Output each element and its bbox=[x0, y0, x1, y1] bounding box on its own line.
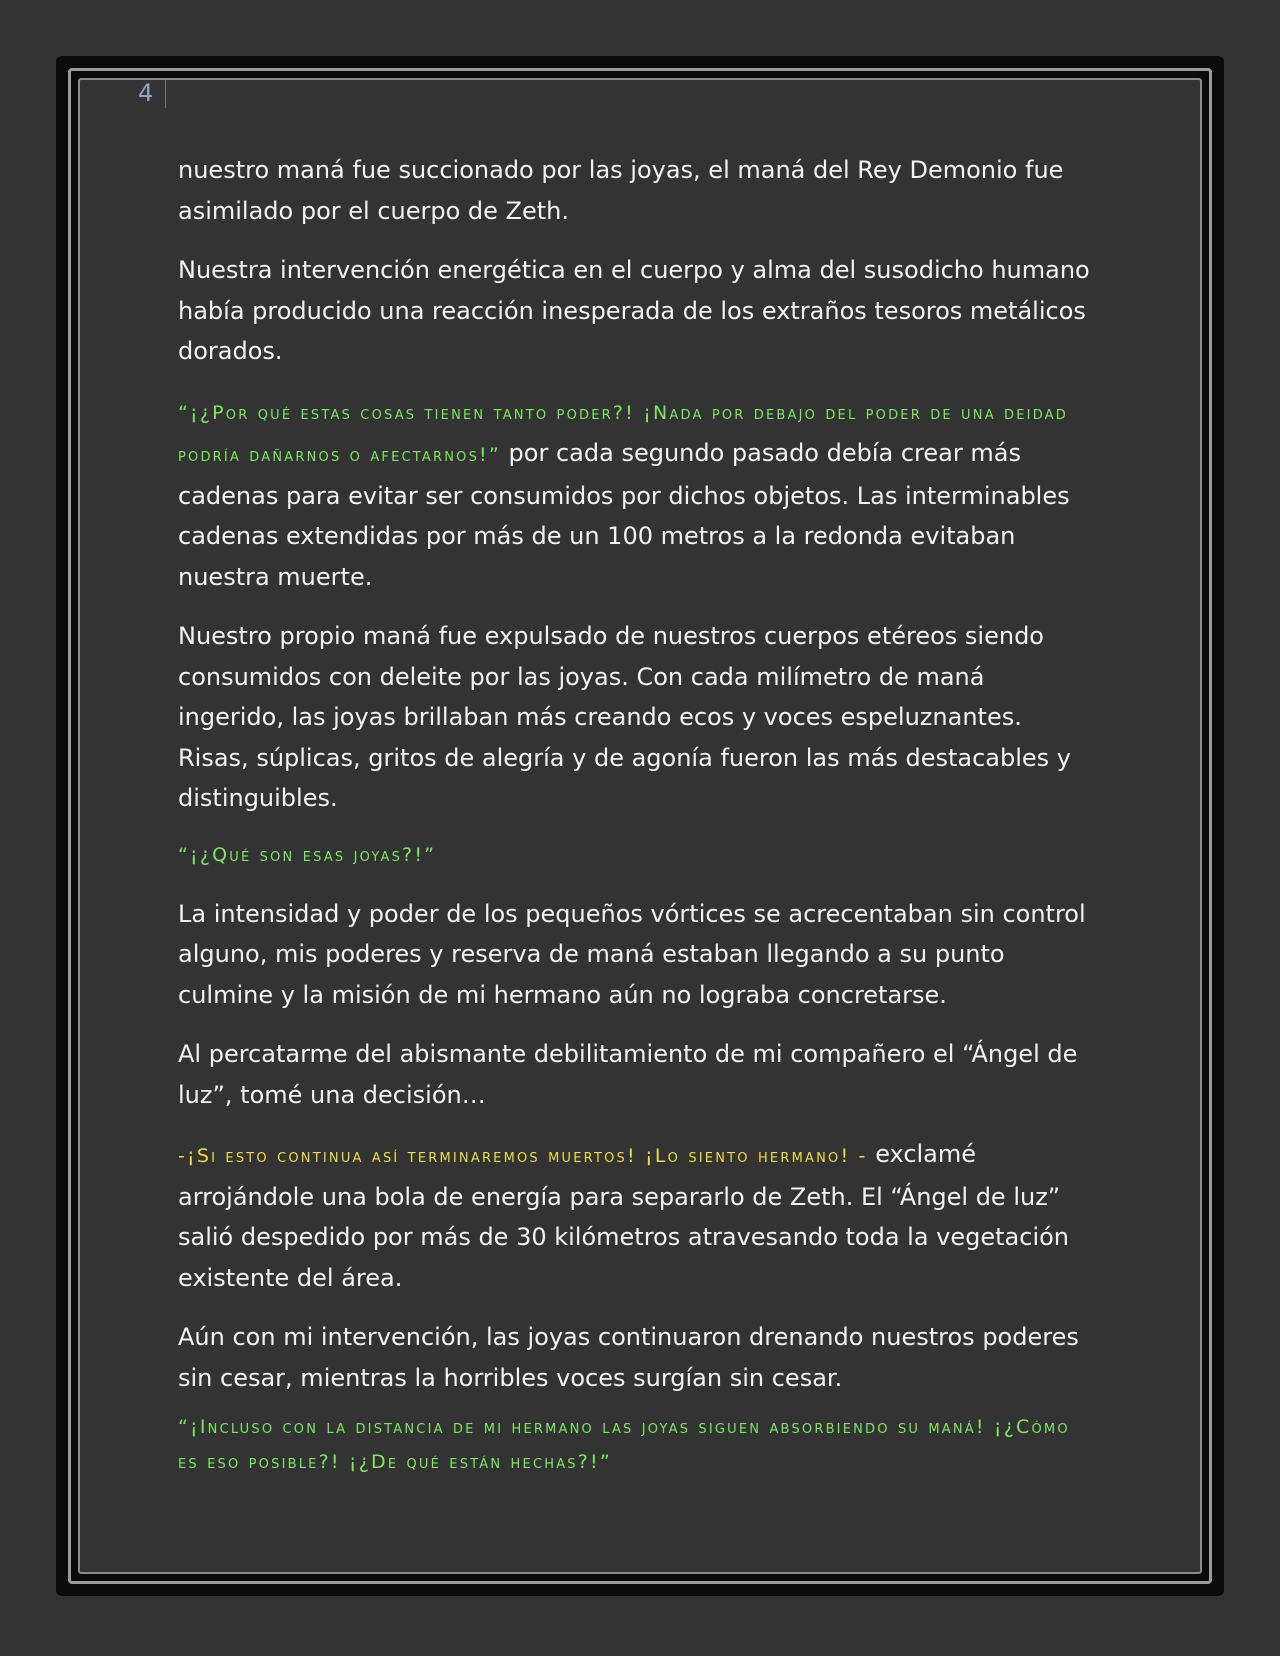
paragraph-3-text: por cada segundo pasado debía crear más cadenas para evitar ser consumidos por dichos objetos. Las interminables cadenas extendidas por más de un 100 metros a la redonda evitaban nuestra muerte. bbox=[178, 439, 1070, 591]
paragraph-6: La intensidad y poder de los pequeños vórtices se acrecentaban sin control alguno, mis poderes y reserva de maná estaban llegando a su punto culmine y la misión de mi hermano aún no lograba concretarse. bbox=[178, 899, 1086, 1009]
paragraph-4: Nuestro propio maná fue expulsado de nuestros cuerpos etéreos siendo consumidos con deleite por las joyas. Con cada milímetro de maná ingerido, las joyas brillaban más creando ecos y voces espeluznantes. Risas, súplicas, gritos de alegría y de agonía fueron las más destacables y distinguibles. bbox=[178, 622, 1071, 812]
voice-line-1: “¡¿Por qué estas cosas tienen tanto poder?! ¡Nada por debajo del poder de una deidad podría dañarnos o afectarnos!” bbox=[178, 401, 1068, 466]
page-number: 4 bbox=[138, 79, 154, 107]
page-content bbox=[178, 150, 1098, 1501]
paragraph-8 bbox=[178, 1134, 1098, 1298]
paragraph-3 bbox=[178, 391, 1098, 598]
paragraph-2: Nuestra intervención energética en el cuerpo y alma del susodicho humano había producido una reacción inesperada de los extraños tesoros metálicos dorados. bbox=[178, 256, 1090, 365]
paragraph-1: nuestro maná fue succionado por las joyas, el maná del Rey Demonio fue asimilado por el cuerpo de Zeth. bbox=[178, 156, 1064, 225]
paragraph-8-text: exclamé arrojándole una bola de energía para separarlo de Zeth. El “Ángel de luz” salió despedido por más de 30 kilómetros atravesando toda la vegetación existente del área. bbox=[178, 1140, 1070, 1292]
voice-line-2: “¡¿Qué son esas joyas?!” bbox=[178, 843, 437, 866]
paragraph-9: Aún con mi intervención, las joyas continuaron drenando nuestros poderes sin cesar, mientras la horribles voces surgían sin cesar. bbox=[178, 1323, 1079, 1392]
paragraph-7: Al percatarme del abismante debilitamiento de mi compañero el “Ángel de luz”, tomé una decisión… bbox=[178, 1040, 1078, 1109]
voice-line-3: -¡Si esto continua así terminaremos muertos! ¡Lo siento hermano! - bbox=[178, 1145, 868, 1167]
page-number-divider bbox=[165, 80, 166, 108]
voice-line-4: “¡Incluso con la distancia de mi hermano las joyas siguen absorbiendo su maná! ¡¿Cómo es eso posible?! ¡¿De qué están hechas?!” bbox=[178, 1416, 1070, 1473]
